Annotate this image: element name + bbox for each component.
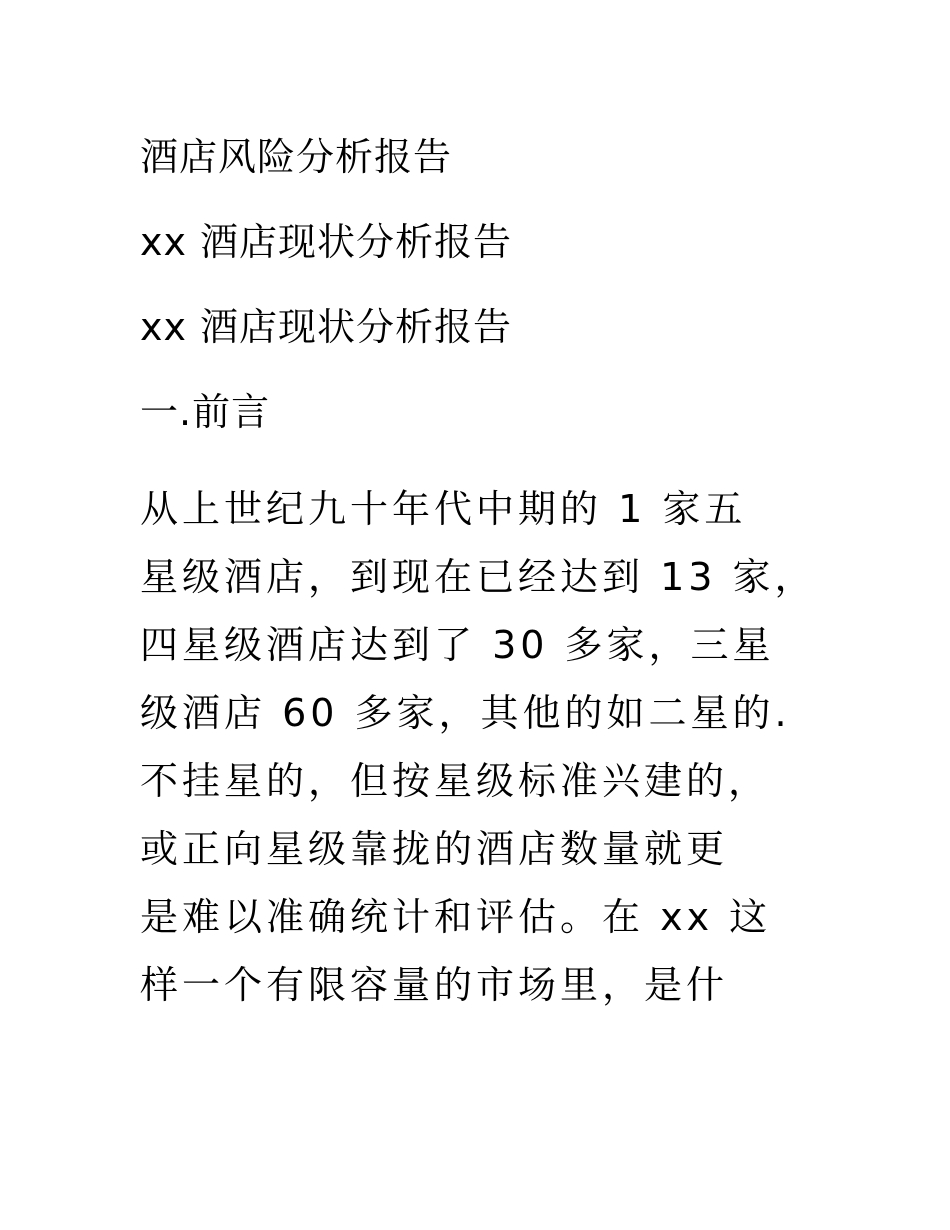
paragraph-line: 四星级酒店达到了 30 多家，三星 — [140, 623, 775, 667]
paragraph-line: 从上世纪九十年代中期的 1 家五 — [140, 487, 747, 531]
document-subtitle: xx 酒店现状分析报告 — [140, 220, 513, 264]
body-paragraph — [140, 475, 840, 1019]
document-subtitle-repeat: xx 酒店现状分析报告 — [140, 305, 513, 349]
paragraph-line: 不挂星的，但按星级标准兴建的， — [140, 759, 771, 803]
paragraph-line: 星级酒店，到现在已经达到 13 家， — [140, 555, 817, 599]
section-heading: 一.前言 — [140, 390, 271, 434]
paragraph-line: 是难以准确统计和评估。在 xx 这 — [140, 895, 772, 939]
document-title: 酒店风险分析报告 — [140, 135, 453, 179]
paragraph-line: 级酒店 60 多家，其他的如二星的. — [140, 691, 791, 735]
paragraph-line: 样一个有限容量的市场里，是什 — [140, 963, 729, 1007]
paragraph-line: 或正向星级靠拢的酒店数量就更 — [140, 827, 729, 871]
